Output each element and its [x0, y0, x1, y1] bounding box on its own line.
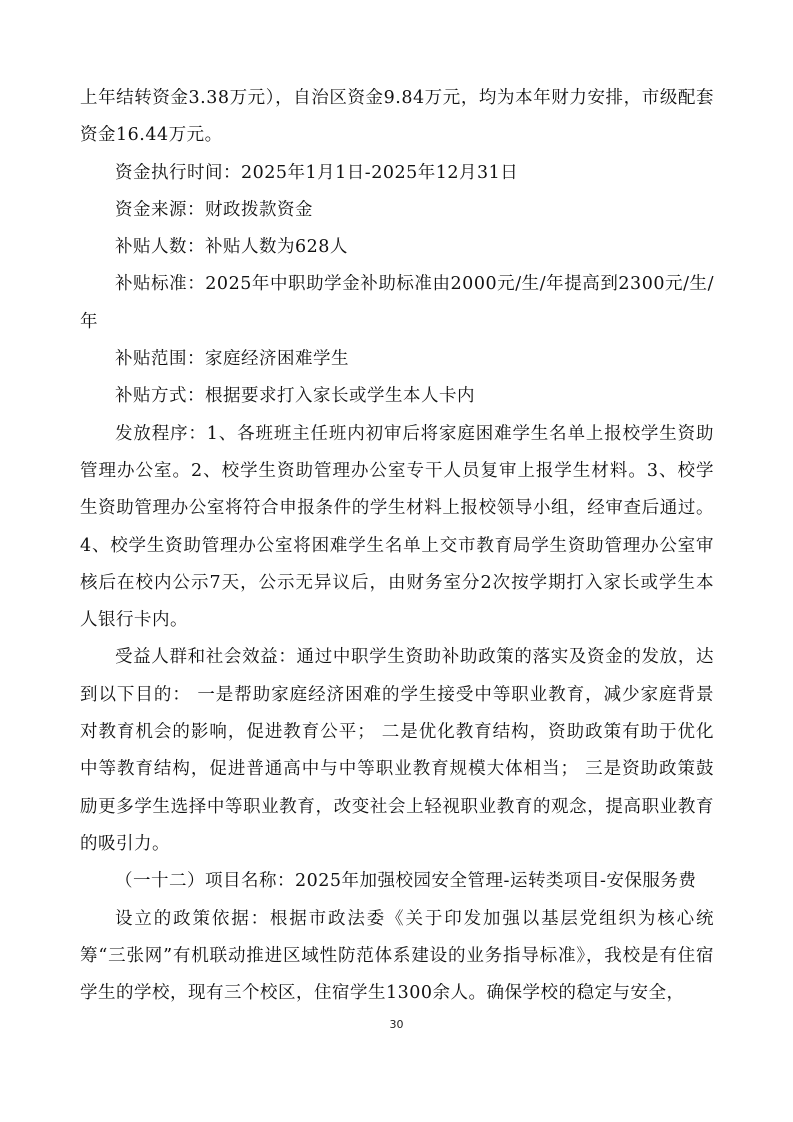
- paragraph-subsidy-scope: 补贴范围：家庭经济困难学生: [115, 349, 349, 370]
- paragraph-execution-time: 资金执行时间：2025年1月1日-2025年12月31日: [115, 162, 519, 183]
- page-number: 30: [389, 1018, 404, 1031]
- paragraph-funding-source: 资金来源：财政拨款资金: [115, 199, 313, 220]
- paragraph-distribution-procedure: 发放程序：1、各班班主任班内初审后将家庭困难学生名单上报校学生资助管理办公室。2、校学生资助管理办公室专干人员复审上报学生材料。3、校学生资助管理办公室将符合申报条件的学生材料上报校领导小组，经审查后通过。4、校学生资助管理办公室将困难学生名单上交市教育局学生资助管理办公室审核后在校内公示7天，公示无异议后，由财务室分2次按学期打入家长或学生本人银行卡内。: [80, 423, 714, 631]
- document-body: [80, 80, 714, 1012]
- paragraph-subsidy-method: 补贴方式：根据要求打入家长或学生本人卡内: [115, 386, 475, 407]
- paragraph-funding-summary: 上年结转资金3.38万元），自治区资金9.84万元，均为本年财力安排，市级配套资金16.44万元。: [80, 88, 714, 146]
- paragraph-subsidy-standard: 补贴标准：2025年中职助学金补助标准由2000元/生/年提高到2300元/生/年: [80, 274, 714, 332]
- paragraph-project-title: （一十二）项目名称：2025年加强校园安全管理-运转类项目-安保服务费: [115, 871, 697, 892]
- paragraph-beneficiaries-benefits: 受益人群和社会效益：通过中职学生资助补助政策的落实及资金的发放，达到以下目的： 一是帮助家庭经济困难的学生接受中等职业教育，减少家庭背景对教育机会的影响，促进教育公平； 二是优化教育结构，资助政策有助于优化中等教育结构，促进普通高中与中等职业教育规模大体相当； 三是资助政策鼓励更多学生选择中等职业教育，改变社会上轻视职业教育的观念，提高职业教育的吸引力。: [80, 647, 714, 854]
- paragraph-subsidy-count: 补贴人数：补贴人数为628人: [115, 237, 348, 258]
- paragraph-policy-basis: 设立的政策依据：根据市政法委《关于印发加强以基层党组织为核心统筹“三张网”有机联动推进区域性防范体系建设的业务指导标准》，我校是有住宿学生的学校，现有三个校区，住宿学生1300余人。确保学校的稳定与安全，: [80, 908, 714, 1004]
